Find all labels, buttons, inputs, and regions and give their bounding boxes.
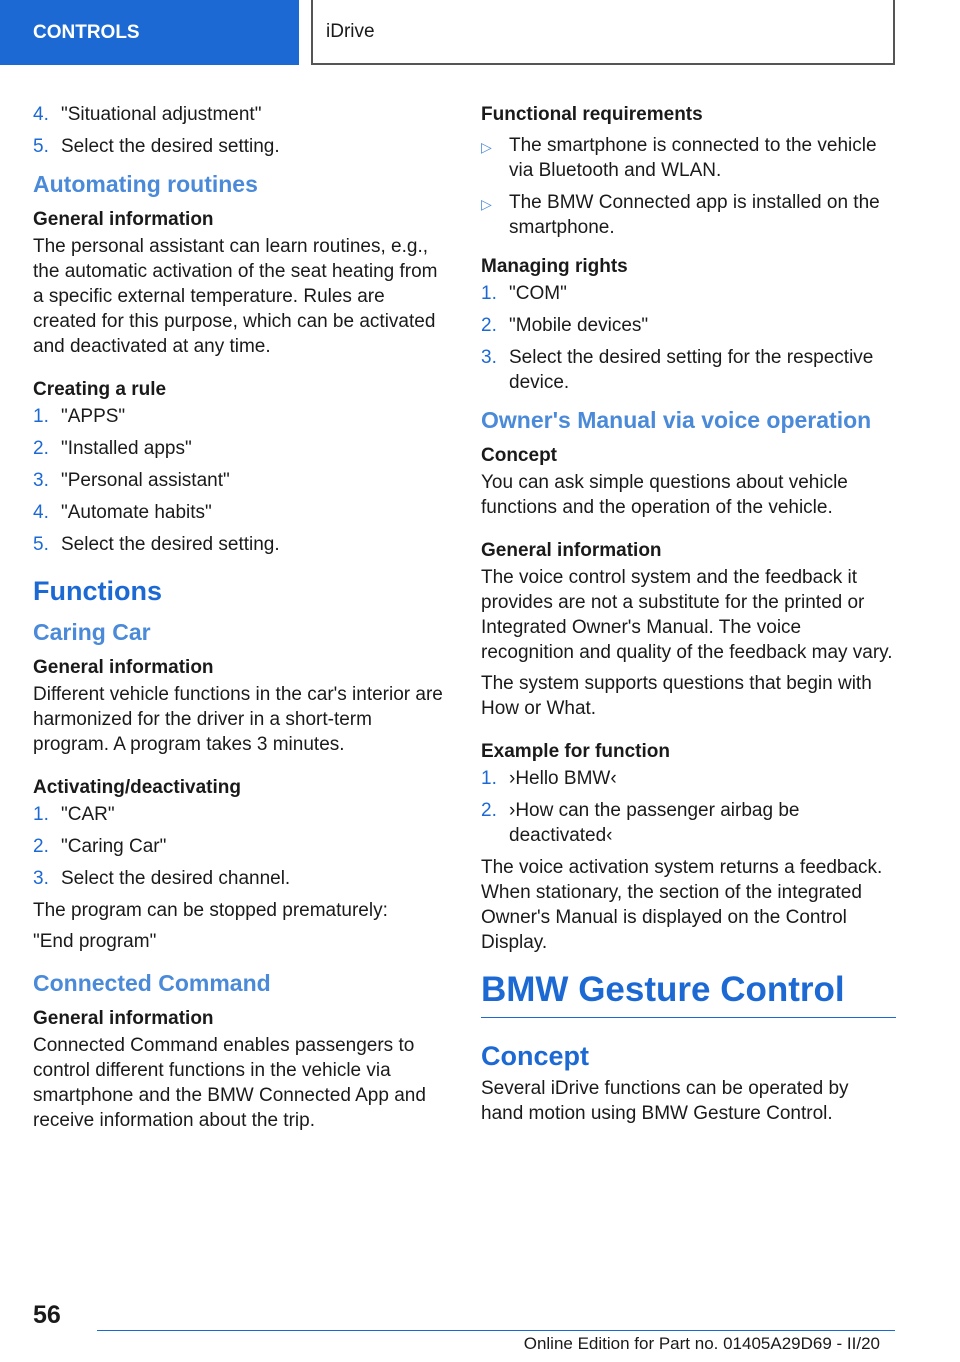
list-item: 2. "Mobile devices" [481, 315, 649, 336]
functions-heading: Functions [33, 576, 162, 606]
manual-general-heading: General information [481, 540, 662, 561]
caring-car-heading: Caring Car [33, 619, 151, 645]
example-heading: Example for function [481, 741, 670, 762]
footer-divider [97, 1330, 895, 1331]
gesture-control-title: BMW Gesture Control [481, 969, 896, 1018]
top-steps [33, 102, 448, 159]
header-section-label: CONTROLS [33, 21, 140, 43]
connected-command-heading: Connected Command [33, 970, 271, 996]
triangle-bullet-icon: ▷ [481, 139, 492, 155]
requirements-list [481, 133, 896, 240]
feedback-text: The voice activation system returns a feedback. When stationary, the section of the integrated Owner's Manual is displayed on the Control Display. [481, 857, 883, 953]
manual-concept-heading: Concept [481, 445, 557, 466]
list-item: 4. "Automate habits" [33, 502, 212, 523]
list-item: ▷ The smartphone is connected to the vehicle via Bluetooth and WLAN. [481, 135, 877, 181]
creating-rule-heading: Creating a rule [33, 379, 167, 400]
list-item: 5. Select the desired setting. [33, 136, 280, 157]
list-item: 5. Select the desired setting. [33, 534, 280, 555]
list-item: 4. "Situational adjustment" [33, 104, 262, 125]
list-item: 1. "COM" [481, 283, 567, 304]
list-item: 3. Select the desired channel. [33, 868, 291, 889]
gesture-concept-text: Several iDrive functions can be operated by hand motion using BMW Gesture Control. [481, 1078, 849, 1124]
example-steps [481, 766, 896, 848]
footer-edition: Online Edition for Part no. 01405A29D69 - II/20 [523, 1334, 880, 1353]
list-item: 2. ›How can the passenger airbag be deactivated‹ [481, 800, 800, 846]
left-column [33, 102, 448, 1139]
stop-text: The program can be stopped prematurely: [33, 900, 388, 921]
list-item: 3. Select the desired setting for the respective device. [481, 347, 874, 393]
right-column [481, 102, 896, 1132]
header-section-tab [0, 0, 299, 65]
rule-steps [33, 404, 448, 557]
automating-heading: Automating routines [33, 171, 258, 197]
manual-general-text: The voice control system and the feedback it provides are not a substitute for the printed or Integrated Owner's Manual. The voice recognition and quality of the feedback may vary. [481, 567, 893, 663]
page-number: 56 [33, 1301, 61, 1329]
manual-support-text: The system supports questions that begin with How or What. [481, 673, 872, 719]
requirements-heading: Functional requirements [481, 104, 703, 125]
stop-command: "End program" [33, 931, 157, 952]
list-item: 2. "Installed apps" [33, 438, 192, 459]
connected-general-heading: General information [33, 1008, 214, 1029]
rights-steps [481, 281, 896, 395]
triangle-bullet-icon: ▷ [481, 196, 492, 212]
header-chapter-box [311, 0, 895, 65]
automating-general-heading: General information [33, 209, 214, 230]
header-chapter-label: iDrive [326, 20, 375, 42]
gesture-concept-heading: Concept [481, 1041, 589, 1071]
owners-manual-heading: Owner's Manual via voice operation [481, 407, 872, 433]
caring-general-text: Different vehicle functions in the car's interior are harmonized for the driver in a short-term program. A program takes 3 minutes. [33, 684, 443, 755]
list-item: ▷ The BMW Connected app is installed on the smartphone. [481, 192, 880, 238]
caring-general-heading: General information [33, 657, 214, 678]
connected-general-text: Connected Command enables passengers to control different functions in the vehicle via smartphone and the BMW Connected App and receive information about the trip. [33, 1035, 426, 1131]
managing-rights-heading: Managing rights [481, 256, 628, 277]
automating-general-text: The personal assistant can learn routines, e.g., the automatic activation of the seat heating from a specific external temperature. Rules are created for this purpose, which can be activated and deactivated at any time. [33, 236, 438, 357]
list-item: 1. "CAR" [33, 804, 115, 825]
list-item: 3. "Personal assistant" [33, 470, 230, 491]
list-item: 2. "Caring Car" [33, 836, 167, 857]
activating-steps [33, 802, 448, 891]
manual-concept-text: You can ask simple questions about vehicle functions and the operation of the vehicle. [481, 472, 848, 518]
list-item: 1. ›Hello BMW‹ [481, 768, 617, 789]
activating-heading: Activating/deactivating [33, 777, 241, 798]
list-item: 1. "APPS" [33, 406, 126, 427]
